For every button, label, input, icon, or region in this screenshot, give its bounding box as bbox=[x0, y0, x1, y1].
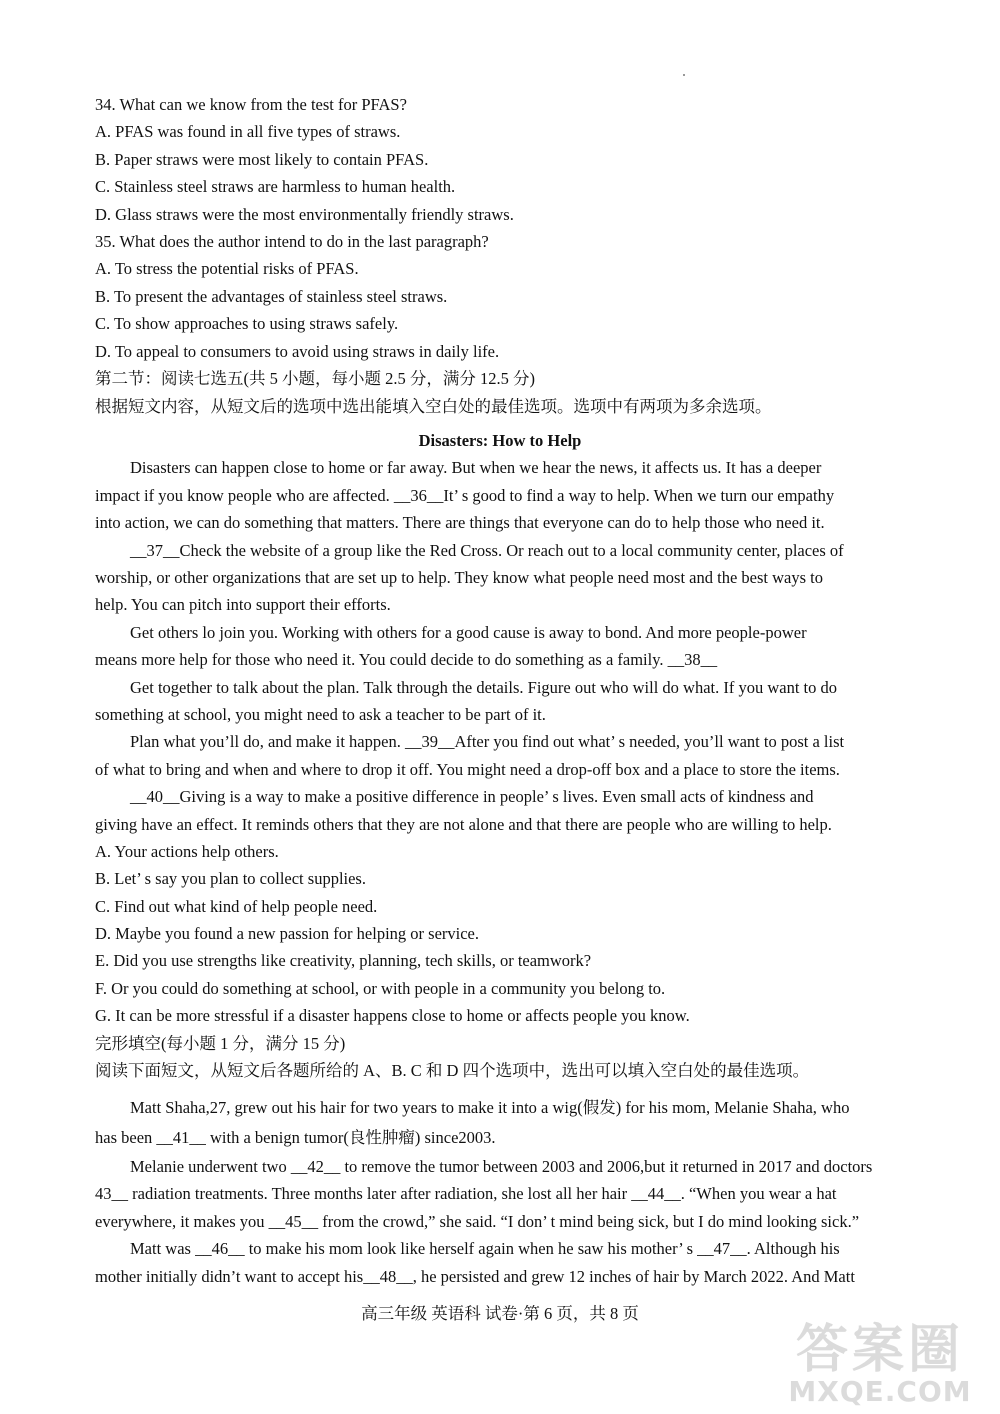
section-heading: 第二节：阅读七选五(共 5 小题，每小题 2.5 分，满分 12.5 分) bbox=[95, 369, 535, 388]
question-34-stem: 34. What can we know from the test for PFAS? bbox=[95, 95, 407, 114]
passage-line: Get others lo join you. Working with others for a good cause is away to bond. And more people-power bbox=[130, 623, 807, 642]
passage-line: __40__Giving is a way to make a positive difference in people’ s lives. Even small acts of kindness and bbox=[130, 787, 814, 806]
cloze-line: Matt was __46__ to make his mom look like herself again when he saw his mother’ s __47__. Although his bbox=[130, 1239, 840, 1258]
watermark-bottom-text: MXQE.COM bbox=[788, 1375, 972, 1408]
cloze-line: mother initially didn’t want to accept his__48__, he persisted and grew 12 inches of hair by March 2022. And Matt bbox=[95, 1267, 855, 1286]
passage-line: means more help for those who need it. You could decide to do something as a family. __38__ bbox=[95, 650, 718, 669]
question-35-option-c: C. To show approaches to using straws safely. bbox=[95, 314, 399, 333]
passage-line: help. You can pitch into support their efforts. bbox=[95, 595, 391, 614]
question-34-option-a: A. PFAS was found in all five types of straws. bbox=[95, 122, 401, 141]
question-35-option-b: B. To present the advantages of stainless steel straws. bbox=[95, 287, 448, 306]
cloze-line: Melanie underwent two __42__ to remove the tumor between 2003 and 2006,but it returned in 2017 and doctors bbox=[130, 1157, 873, 1176]
passage-line: __37__Check the website of a group like the Red Cross. Or reach out to a local community center, places of bbox=[130, 541, 844, 560]
passage-option-g: G. It can be more stressful if a disaster happens close to home or affects people you know. bbox=[95, 1006, 690, 1025]
cloze-line: everywhere, it makes you __45__ from the crowd,” she said. “I don’ t mind being sick, but I do mind looking sick.” bbox=[95, 1212, 860, 1231]
passage-option-a: A. Your actions help others. bbox=[95, 842, 279, 861]
passage-line: giving have an effect. It reminds others that they are not alone and that there are people who are willing to help. bbox=[95, 815, 832, 834]
passage-line: Disasters can happen close to home or far away. But when we hear the news, it affects us. It has a deeper bbox=[130, 458, 822, 477]
passage-option-b: B. Let’ s say you plan to collect supplies. bbox=[95, 869, 366, 888]
passage-title: Disasters: How to Help bbox=[418, 431, 582, 450]
passage-option-d: D. Maybe you found a new passion for helping or service. bbox=[95, 924, 479, 943]
passage-line: into action, we can do something that matters. There are things that everyone can do to help those who need it. bbox=[95, 513, 825, 532]
passage-option-e: E. Did you use strengths like creativity, planning, tech skills, or teamwork? bbox=[95, 951, 592, 970]
passage-option-c: C. Find out what kind of help people need. bbox=[95, 897, 378, 916]
watermark-logo bbox=[770, 1305, 990, 1410]
watermark-top-text: 答案圈 bbox=[795, 1320, 964, 1380]
section-instruction: 根据短文内容，从短文后的选项中选出能填入空白处的最佳选项。选项中有两项为多余选项。 bbox=[95, 397, 772, 416]
question-35-option-d: D. To appeal to consumers to avoid using straws in daily life. bbox=[95, 342, 500, 361]
question-34-option-b: B. Paper straws were most likely to contain PFAS. bbox=[95, 150, 429, 169]
cloze-line: has been __41__ with a benign tumor(良性肿瘤) since2003. bbox=[95, 1128, 496, 1147]
cloze-line: 43__ radiation treatments. Three months later after radiation, she lost all her hair __44__. “When you wear a hat bbox=[95, 1184, 837, 1203]
cloze-instruction: 阅读下面短文，从短文后各题所给的 A、B. C 和 D 四个选项中，选出可以填入空白处的最佳选项。 bbox=[95, 1061, 810, 1080]
passage-line: something at school, you might need to ask a teacher to be part of it. bbox=[95, 705, 546, 724]
passage-option-f: F. Or you could do something at school, or with people in a community you belong to. bbox=[95, 979, 666, 998]
page-footer: 高三年级 英语科 试卷·第 6 页，共 8 页 bbox=[361, 1304, 639, 1323]
scan-speck bbox=[683, 74, 685, 76]
passage-line: impact if you know people who are affected. __36__It’ s good to find a way to help. When we turn our empathy bbox=[95, 486, 835, 505]
passage-line: of what to bring and when and where to drop it off. You might need a drop-off box and a place to store the items. bbox=[95, 760, 840, 779]
question-35-stem: 35. What does the author intend to do in the last paragraph? bbox=[95, 232, 489, 251]
question-34-option-c: C. Stainless steel straws are harmless to human health. bbox=[95, 177, 456, 196]
question-34-option-d: D. Glass straws were the most environmentally friendly straws. bbox=[95, 205, 514, 224]
passage-line: worship, or other organizations that are set up to help. They know what people need most and the best ways to bbox=[95, 568, 823, 587]
cloze-line: Matt Shaha,27, grew out his hair for two years to make it into a wig(假发) for his mom, Melanie Shaha, who bbox=[130, 1098, 850, 1117]
passage-line: Plan what you’ll do, and make it happen. __39__After you find out what’ s needed, you’ll want to post a list bbox=[130, 732, 845, 751]
cloze-heading: 完形填空(每小题 1 分，满分 15 分) bbox=[95, 1034, 346, 1053]
question-35-option-a: A. To stress the potential risks of PFAS. bbox=[95, 259, 359, 278]
passage-line: Get together to talk about the plan. Talk through the details. Figure out who will do what. If you want to do bbox=[130, 678, 837, 697]
